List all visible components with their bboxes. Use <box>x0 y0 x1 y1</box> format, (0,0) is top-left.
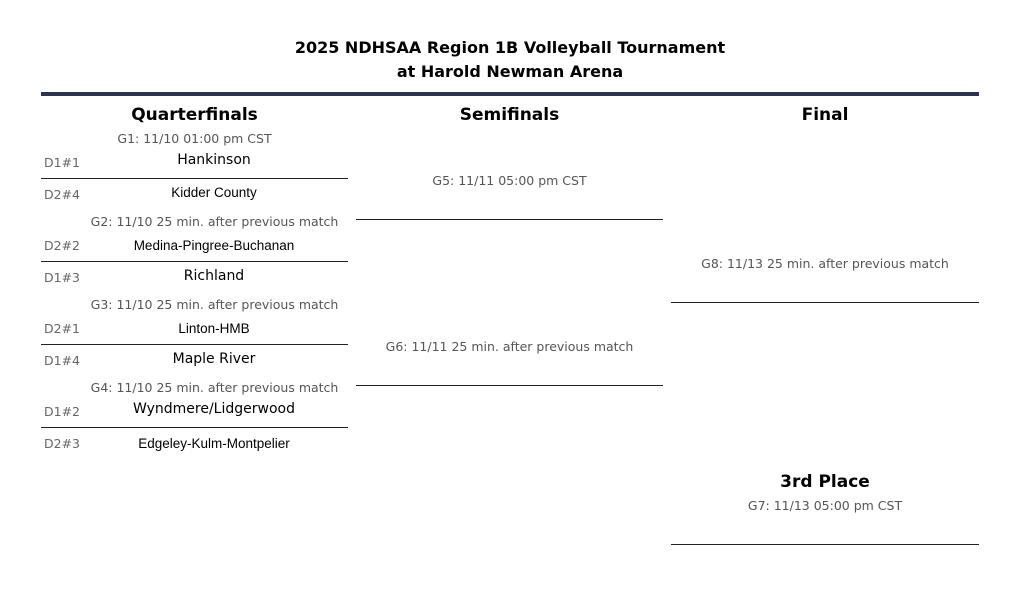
g4-label: G4: 11/10 25 min. after previous match <box>90 380 339 395</box>
g6-divider <box>356 385 663 386</box>
g5-label: G5: 11/11 05:00 pm CST <box>432 173 587 188</box>
g2-divider <box>41 261 348 262</box>
final-heading: Final <box>801 105 849 125</box>
g3-top-team[interactable]: Linton-HMB <box>178 321 250 336</box>
semifinals-heading: Semifinals <box>459 105 560 125</box>
g3-label: G3: 11/10 25 min. after previous match <box>90 297 339 312</box>
g4-bottom-team[interactable]: Edgeley-Kulm-Montpelier <box>138 436 290 451</box>
g8-label: G8: 11/13 25 min. after previous match <box>701 256 949 271</box>
g3-bottom-seed: D1#4 <box>44 353 81 368</box>
g1-bottom-seed: D2#4 <box>44 187 81 202</box>
g4-top-team[interactable]: Wyndmere/Lidgerwood <box>133 401 295 417</box>
g4-bottom-seed: D2#3 <box>44 436 81 451</box>
tournament-venue: at Harold Newman Arena <box>396 62 624 81</box>
g2-top-team[interactable]: Medina-Pingree-Buchanan <box>133 238 295 253</box>
g2-bottom-team[interactable]: Richland <box>183 268 245 284</box>
g4-divider <box>41 427 348 428</box>
g1-label: G1: 11/10 01:00 pm CST <box>117 131 272 146</box>
g4-top-seed: D1#2 <box>44 404 81 419</box>
g1-top-seed: D1#1 <box>44 155 81 170</box>
g2-top-seed: D2#2 <box>44 238 81 253</box>
g3-bottom-team[interactable]: Maple River <box>172 351 256 367</box>
g2-bottom-seed: D1#3 <box>44 270 81 285</box>
g7-label: G7: 11/13 05:00 pm CST <box>747 498 903 513</box>
g7-divider <box>671 544 979 545</box>
g6-label: G6: 11/11 25 min. after previous match <box>385 339 634 354</box>
g3-divider <box>41 344 348 345</box>
g3-top-seed: D2#1 <box>44 321 81 336</box>
tournament-title: 2025 NDHSAA Region 1B Volleyball Tournament <box>294 38 726 57</box>
third-place-heading: 3rd Place <box>780 472 870 492</box>
g8-divider <box>671 302 979 303</box>
g5-divider <box>356 219 663 220</box>
g1-bottom-team[interactable]: Kidder County <box>171 185 257 200</box>
g2-label: G2: 11/10 25 min. after previous match <box>90 214 339 229</box>
quarterfinals-heading: Quarterfinals <box>131 105 258 125</box>
g1-divider <box>41 178 348 179</box>
header-divider <box>41 92 979 96</box>
g1-top-team[interactable]: Hankinson <box>177 152 251 168</box>
